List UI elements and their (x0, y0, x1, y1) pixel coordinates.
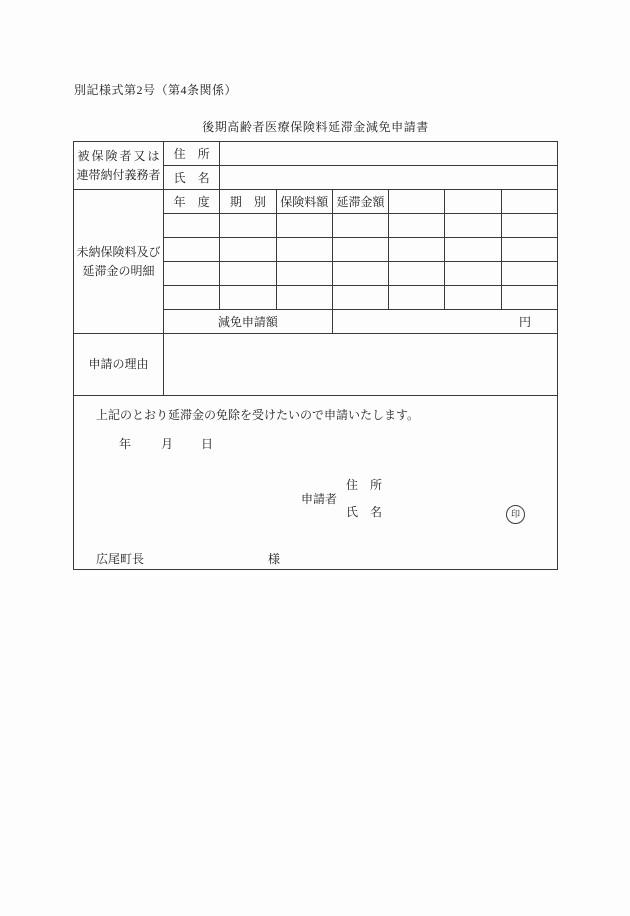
detail-cell (445, 214, 501, 238)
seal-stamp-icon: 印 (506, 505, 525, 524)
detail-cell (332, 262, 388, 286)
column-header-latefee-amount: 延滞金額 (332, 190, 388, 214)
detail-cell (445, 286, 501, 310)
column-header-year: 年 度 (164, 190, 220, 214)
column-header-premium-amount: 保険料額 (276, 190, 332, 214)
detail-cell (501, 214, 557, 238)
column-header-blank-2 (445, 190, 501, 214)
date-day-label: 日 (201, 437, 214, 451)
column-header-blank-3 (501, 190, 557, 214)
detail-cell (276, 238, 332, 262)
insured-label-line2: 連帯納付義務者 (76, 167, 161, 182)
reason-value-cell (164, 334, 558, 396)
detail-cell (389, 262, 445, 286)
column-header-period: 期 別 (220, 190, 276, 214)
reduction-request-label: 減免申請額 (164, 310, 333, 334)
insured-name-value-cell (220, 166, 558, 190)
detail-cell (164, 238, 220, 262)
declaration-statement: 上記のとおり延滞金の免除を受けたいので申請いたします。 (96, 408, 420, 422)
reduction-request-amount-cell (332, 310, 557, 334)
reason-row (74, 334, 558, 396)
detail-cell (389, 214, 445, 238)
detail-cell (332, 286, 388, 310)
form-number: 別記様式第2号（第4条関係） (74, 83, 238, 97)
detail-cell (501, 286, 557, 310)
arrears-label-line2: 延滞金の明細 (82, 263, 155, 278)
currency-unit-label: 円 (518, 315, 531, 329)
detail-cell (164, 286, 220, 310)
application-form-table (73, 141, 558, 570)
detail-cell (276, 262, 332, 286)
applicant-address-label: 住 所 (346, 478, 383, 492)
date-year-label: 年 (119, 437, 132, 451)
reason-label: 申請の理由 (74, 334, 164, 396)
column-header-blank-1 (389, 190, 445, 214)
detail-cell (220, 262, 276, 286)
insured-name-label: 氏 名 (164, 166, 220, 190)
detail-cell (445, 238, 501, 262)
insured-person-label (74, 142, 164, 190)
declaration-row (74, 396, 558, 570)
arrears-header-row (74, 190, 558, 214)
detail-cell (501, 238, 557, 262)
detail-cell (389, 238, 445, 262)
declaration-cell (74, 396, 558, 570)
detail-cell (276, 286, 332, 310)
arrears-section-label (74, 190, 164, 334)
form-title: 後期高齢者医療保険料延滞金減免申請書 (202, 120, 429, 134)
applicant-name-label: 氏 名 (346, 505, 383, 519)
insured-address-value-cell (220, 142, 558, 166)
applicant-label: 申請者 (301, 492, 338, 506)
detail-cell (164, 214, 220, 238)
detail-cell (276, 214, 332, 238)
insured-address-label: 住 所 (164, 142, 220, 166)
detail-cell (220, 286, 276, 310)
addressee-mayor-label: 広尾町長 (96, 552, 145, 566)
date-month-label: 月 (161, 437, 174, 451)
arrears-label-line1: 未納保険料及び (76, 244, 161, 259)
detail-cell (220, 214, 276, 238)
insured-label-line1: 被保険者又は (77, 148, 162, 163)
detail-cell (332, 238, 388, 262)
detail-cell (445, 262, 501, 286)
honorific-label: 様 (268, 552, 281, 566)
detail-cell (220, 238, 276, 262)
detail-cell (389, 286, 445, 310)
insured-address-row (74, 142, 558, 166)
detail-cell (332, 214, 388, 238)
detail-cell (164, 262, 220, 286)
detail-cell (501, 262, 557, 286)
